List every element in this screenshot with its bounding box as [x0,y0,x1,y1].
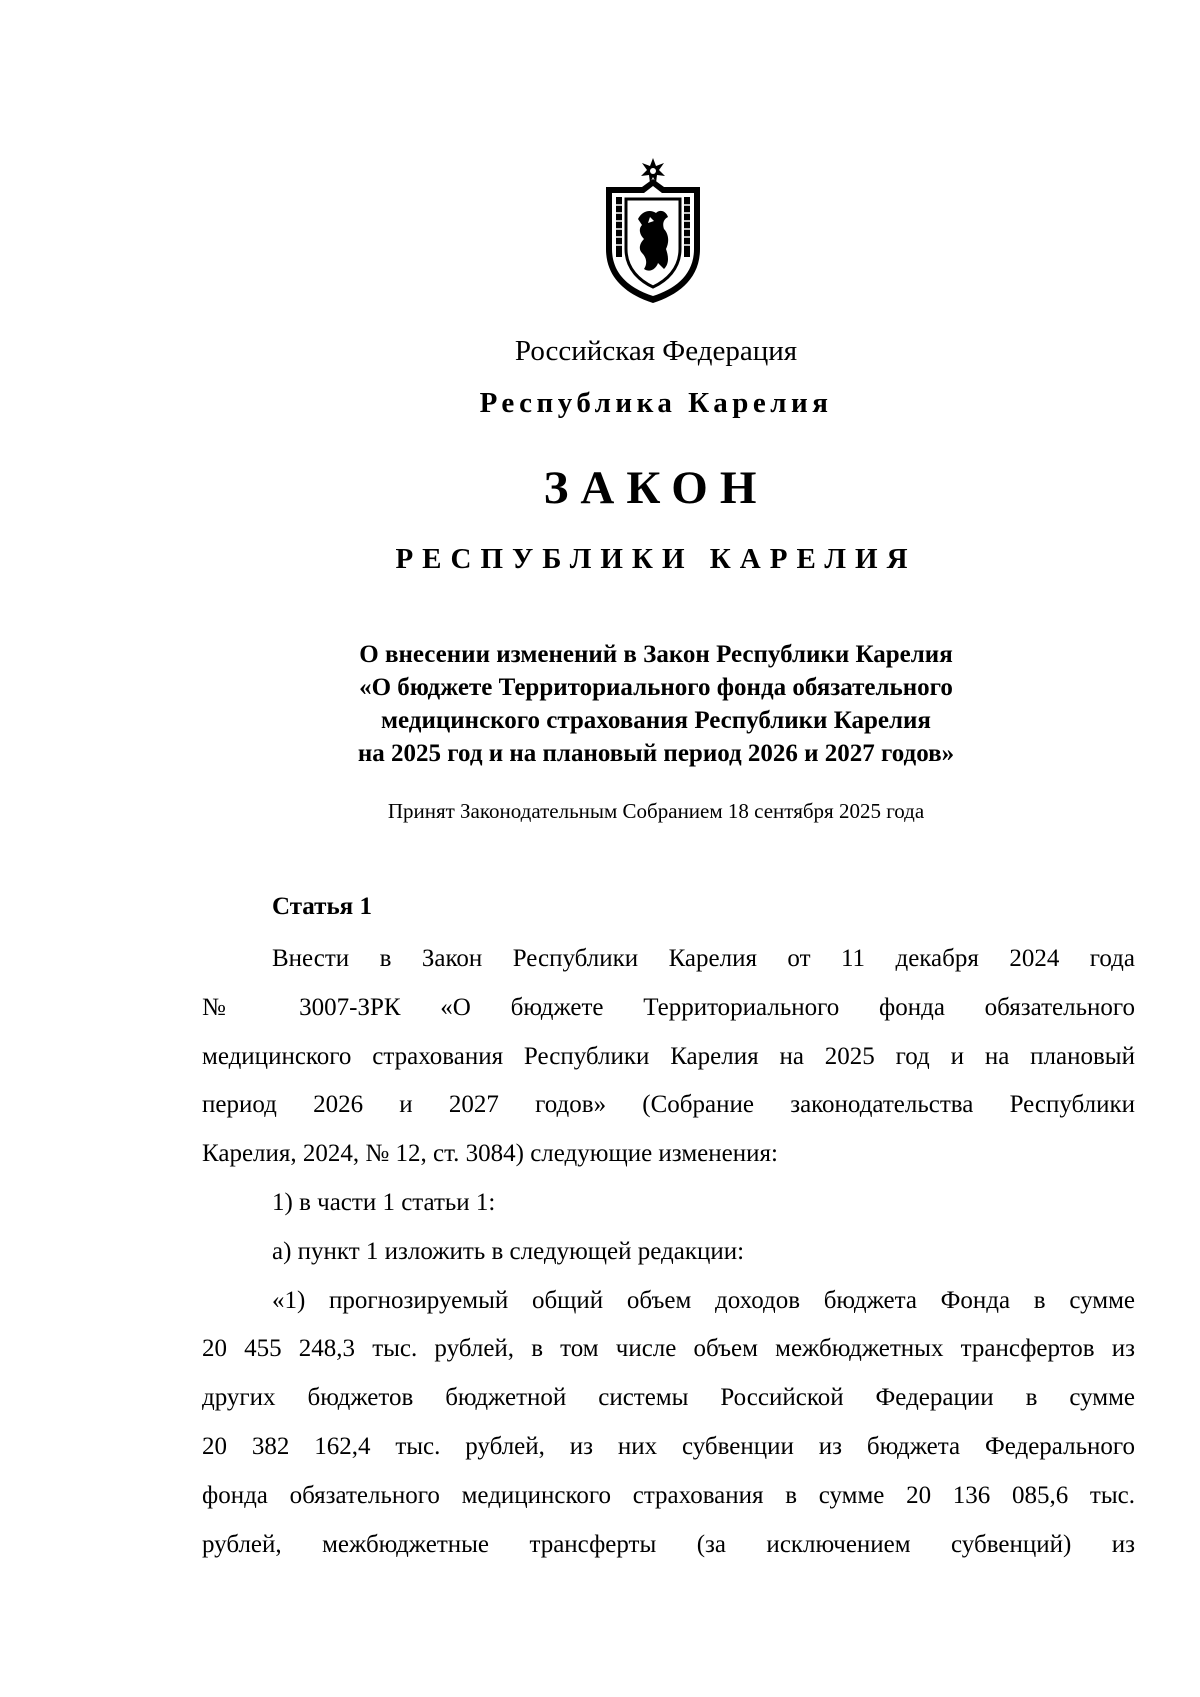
paragraph-line: Внести в Закон Республики Карелия от 11 декабря 2024 года [272,945,1135,972]
republic-genitive-heading: РЕСПУБЛИКИ КАРЕЛИЯ [395,543,917,575]
law-title [0,638,1200,770]
item-1: 1) в части 1 статьи 1: [272,1188,496,1216]
quote-line: 20 382 162,4 тыс. рублей, из них субвенции из бюджета Федерального [202,1432,1135,1460]
law-title-line: на 2025 год и на плановый период 2026 и 2027 годов» [357,740,955,767]
paragraph-line: период 2026 и 2027 годов» (Собрание законодательства Республики [202,1091,1135,1119]
article-paragraph [202,935,1135,1569]
item-a: а) пункт 1 изложить в следующей редакции: [272,1237,745,1265]
republic-heading: Республика Карелия [479,387,833,419]
article-heading: Статья 1 [272,893,372,920]
paragraph-line: медицинского страхования Республики Карелия на 2025 год и на плановый [202,1042,1135,1070]
paragraph-line: Карелия, 2024, № 12, ст. 3084) следующие изменения: [202,1140,778,1168]
law-title-line: медицинского страхования Республики Карелия [381,707,931,734]
quote-line: рублей, межбюджетные трансферты (за исключением субвенций) из [202,1530,1135,1558]
quote-line: других бюджетов бюджетной системы Российской Федерации в сумме [202,1384,1135,1412]
law-title-line: «О бюджете Территориального фонда обязательного [359,674,953,701]
paragraph-line: № 3007-ЗРК «О бюджете Территориального фонда обязательного [202,993,1135,1021]
quote-line: «1) прогнозируемый общий объем доходов бюджета Фонда в сумме [272,1286,1135,1314]
federation-heading: Российская Федерация [514,335,798,367]
adoption-note: Принят Законодательным Собранием 18 сентября 2025 года [387,799,925,823]
law-heading: ЗАКОН [543,462,769,514]
law-title-line: О внесении изменений в Закон Республики Карелия [359,641,953,668]
quote-line: фонда обязательного медицинского страхования в сумме 20 136 085,6 тыс. [202,1481,1135,1509]
karelia-coat-of-arms-icon [598,157,708,307]
quote-line: 20 455 248,3 тыс. рублей, в том числе объем межбюджетных трансфертов из [202,1335,1135,1363]
